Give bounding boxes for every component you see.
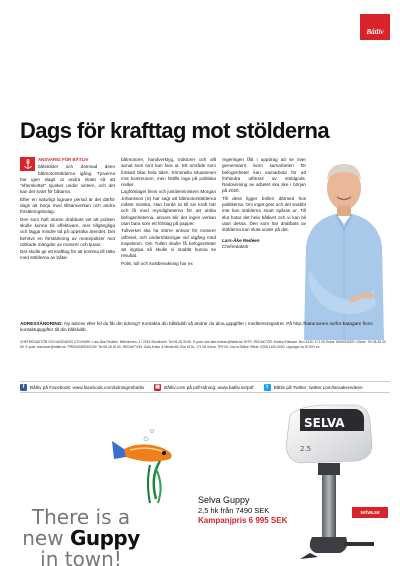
selva-advertisement[interactable] xyxy=(0,399,400,566)
article-column-2 xyxy=(121,157,216,268)
pdf-icon: ▣ xyxy=(155,384,160,390)
paragraph: Den som haft oturen drabbats vet att polisen skulle kunna bli effektivare, mer tillgängliga och lägga mindre tid på uppsöka ärendet. Det behövs en förstärkning av motorpoliser mot utökade mängder av motorer och tjuvar. xyxy=(20,216,115,247)
kicker: ANSVARIG FÖR BÅTLIV xyxy=(38,157,89,162)
pdf-link[interactable] xyxy=(154,384,253,391)
headline: Dags för krafttag mot stölderna xyxy=(20,118,330,143)
editor-portrait xyxy=(296,150,386,340)
anchor-icon xyxy=(23,159,33,170)
article-column-1 xyxy=(20,157,115,263)
slogan-guppy: Guppy xyxy=(69,526,140,550)
ad-product-name: Selva Guppy xyxy=(198,495,250,505)
paragraph: båtmotorer, handverktyg, traktorer och allt annat som tunt kan fara ut. Ett område som fortsatt ökar hela tiden. Kriminella situationen mot kommunen, men hittills inga på politiska nivåer. xyxy=(121,157,216,188)
paragraph: Efter en naturligt lugnare period är det därför dags att börja med tillsamverkan och andra försäkringsbolag. xyxy=(20,196,115,215)
ad-campaign-price: Kampanjpris 6 995 SEK xyxy=(198,516,288,525)
pdf-link-label: Båtliv.com på pdf-tidning: www.batliv.se/pdf xyxy=(164,384,254,390)
address-change-text: Ny adress eller fel du får din tidning? Kontakta din båtklubb så ändrar du dina uppgifter i medlemsregistret. På http://batunionen.se/for-batagare finns kontaktuppgifter till din båtklubb. xyxy=(20,321,373,333)
ad-product-info xyxy=(198,495,287,525)
slogan-line-2 xyxy=(6,528,156,549)
article-column-3 xyxy=(222,157,306,250)
anchor-badge xyxy=(20,157,35,171)
ad-slogan xyxy=(6,507,156,566)
slogan-line-1: There is a xyxy=(31,505,131,529)
facebook-icon: f xyxy=(20,384,27,391)
paragraph: båtstölder och dömnad deen båtmotorstölderna igång. Tjuverna har igen slagit ut andra slutet så att "efterskottet" sjunker under vintern, och det kan det svärt för båtarna. xyxy=(20,164,115,195)
masthead-credits: CHEFREDAKTÖR OCH ANSVARIG UTGIVARE: Lars-Åke Redéen, Båtunionen, 4 / 2018 Stockholm. Tel 08-28 30 60. E-post: lars-ake.redeen@batliv.se. BITR. REDAKTÖR: Annika Eriksson. Box 6130, 171 06 Solna. ANNONSER: Sönke. Tel 08-28 30 60. E-post: annonser@batliv.se. PRENUMERATION: Tel 08-28 30 60. REDAKTION: Gaïa Kultur & Media AB, Box 6130, 171 06 Solna. TRYCK: Norra Skåne Offset. ISSN 1100-0000. Upplaga: ca 50 000 ex. xyxy=(20,340,386,349)
signature-role: Chefredaktör xyxy=(222,243,249,249)
paragraph: Det skulle ge ett krafttag för att komma till rätta med stölderna av båtar. xyxy=(20,249,115,261)
selva-logo-label: selva.se xyxy=(360,509,380,516)
address-change-notice xyxy=(20,321,390,334)
paragraph: regeringen fått i uppdrag att se över gemensamt inom samarbeten för befogenheter kan samarbeta för att förhindra utförsel av stöldgods. Redovisning av arbetet ska ske i början på 2020. xyxy=(222,157,306,194)
ad-price-from: 2,5 hk från 7490 SEK xyxy=(198,506,270,515)
social-links-bar xyxy=(20,381,390,393)
twitter-link-label: Båtliv på Twitter: twitter.com/larsakeredeen xyxy=(273,384,363,390)
selva-logo[interactable] xyxy=(352,507,388,518)
paragraph: Polis, tull och kustbevakning har ex xyxy=(121,260,193,266)
slogan-line-2-pre: new xyxy=(22,526,70,550)
paragraph: Tullverket ska ha större ansvar för motorer utförsel, och undersökningar vid utgång med inspektion. Om Tullen skulle få befogenheter att ingripa så skulle vi snabbt kunna se resultat. xyxy=(121,228,216,259)
paragraph: Till dess ligger bollen därmed hos politikerna. Om inget görs och det snabbt inte kan stölderna snart spåras ur. Till slut hotar det hela båtlivet och vi kan bli utan dessa. Den som har drabbats av stölderna kan sluta under på det. xyxy=(222,195,306,233)
paragraph: Lagförslaget finns och justitieministern Morgan Johansson (S) har sagt att båtmotorstölderna måste minska. Han borde ta till sin kraft här och få med myndigheterna för att utöka befogenheterna, annars blir det ingen verkan utan bara som ett förslag på papper. xyxy=(121,189,216,226)
address-change-label: ADRESSÄNDRING: xyxy=(20,321,63,326)
motor-brand-label: SELVA xyxy=(304,416,345,430)
signature-name: Lars-Åke Redéen xyxy=(222,237,260,243)
facebook-link-label: Båtliv på Facebook: www.facebook.com/tidningenbatliv xyxy=(30,384,145,390)
section-tab-label: Båtliv xyxy=(366,28,384,36)
motor-model-label: 2.5 xyxy=(300,445,312,453)
twitter-icon: t xyxy=(264,384,271,391)
facebook-link[interactable] xyxy=(20,384,144,391)
slogan-line-3: in town! xyxy=(40,547,122,566)
twitter-link[interactable] xyxy=(264,384,363,391)
section-tab xyxy=(360,14,390,40)
